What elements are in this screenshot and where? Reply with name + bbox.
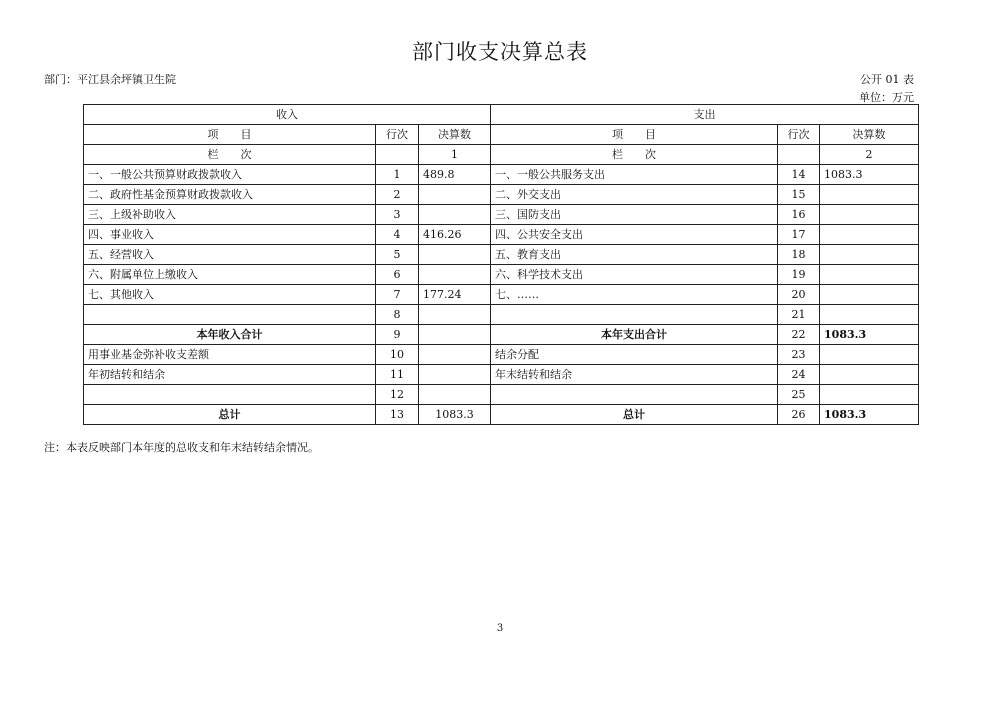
income-amount-cell xyxy=(419,245,491,265)
income-line-cell: 5 xyxy=(376,245,419,265)
income-line-index xyxy=(376,145,419,165)
expense-line-cell: 19 xyxy=(778,265,820,285)
summary-table xyxy=(83,104,919,425)
table-row xyxy=(84,405,919,425)
expense-amount-header: 决算数 xyxy=(820,125,919,145)
income-amount-cell: 1083.3 xyxy=(419,405,491,425)
expense-line-cell: 24 xyxy=(778,365,820,385)
expense-column-label: 栏 次 xyxy=(491,145,778,165)
expense-item-cell: 七、…… xyxy=(491,285,778,305)
income-amount-cell xyxy=(419,265,491,285)
income-line-cell: 11 xyxy=(376,365,419,385)
expense-item-cell: 五、教育支出 xyxy=(491,245,778,265)
table-row xyxy=(84,245,919,265)
income-item-cell: 六、附属单位上缴收入 xyxy=(84,265,376,285)
expense-line-cell: 21 xyxy=(778,305,820,325)
expense-amount-cell: 1083.3 xyxy=(820,165,919,185)
income-amount-cell xyxy=(419,325,491,345)
income-item-cell xyxy=(84,305,376,325)
table-row xyxy=(84,345,919,365)
income-col-number: 1 xyxy=(419,145,491,165)
income-amount-cell xyxy=(419,345,491,365)
income-amount-cell xyxy=(419,385,491,405)
income-item-cell: 三、上级补助收入 xyxy=(84,205,376,225)
expense-line-cell: 15 xyxy=(778,185,820,205)
table-row xyxy=(84,365,919,385)
expense-item-cell: 本年支出合计 xyxy=(491,325,778,345)
table-row xyxy=(84,205,919,225)
expense-line-cell: 23 xyxy=(778,345,820,365)
income-item-cell: 一、一般公共预算财政拨款收入 xyxy=(84,165,376,185)
expense-line-cell: 25 xyxy=(778,385,820,405)
expense-item-cell: 六、科学技术支出 xyxy=(491,265,778,285)
table-row xyxy=(84,265,919,285)
income-column-label: 栏 次 xyxy=(84,145,376,165)
income-amount-cell xyxy=(419,365,491,385)
table-row xyxy=(84,385,919,405)
income-item-cell: 二、政府性基金预算财政拨款收入 xyxy=(84,185,376,205)
income-line-cell: 8 xyxy=(376,305,419,325)
expense-item-cell xyxy=(491,385,778,405)
expense-line-cell: 22 xyxy=(778,325,820,345)
income-amount-cell xyxy=(419,185,491,205)
expense-amount-cell xyxy=(820,225,919,245)
expense-line-cell: 26 xyxy=(778,405,820,425)
income-line-cell: 10 xyxy=(376,345,419,365)
table-row xyxy=(84,285,919,305)
expense-item-cell: 四、公共安全支出 xyxy=(491,225,778,245)
income-item-cell xyxy=(84,385,376,405)
income-header: 收入 xyxy=(84,105,491,125)
income-item-cell: 总计 xyxy=(84,405,376,425)
expense-item-cell: 总计 xyxy=(491,405,778,425)
income-line-cell: 6 xyxy=(376,265,419,285)
table-row xyxy=(84,225,919,245)
expense-amount-cell xyxy=(820,285,919,305)
expense-amount-cell xyxy=(820,345,919,365)
expense-amount-cell: 1083.3 xyxy=(820,325,919,345)
income-item-cell: 年初结转和结余 xyxy=(84,365,376,385)
expense-amount-cell xyxy=(820,305,919,325)
expense-header: 支出 xyxy=(491,105,919,125)
expense-amount-cell xyxy=(820,385,919,405)
expense-item-cell xyxy=(491,305,778,325)
income-line-cell: 2 xyxy=(376,185,419,205)
header-row-sections xyxy=(84,105,919,125)
income-item-cell: 本年收入合计 xyxy=(84,325,376,345)
expense-line-cell: 16 xyxy=(778,205,820,225)
expense-amount-cell xyxy=(820,185,919,205)
table-number: 公开 01 表 xyxy=(860,73,914,86)
expense-line-cell: 14 xyxy=(778,165,820,185)
unit-label: 单位：万元 xyxy=(859,91,914,104)
table-row xyxy=(84,325,919,345)
income-line-cell: 7 xyxy=(376,285,419,305)
table-note: 注：本表反映部门本年度的总收支和年末结转结余情况。 xyxy=(44,441,319,454)
income-line-cell: 9 xyxy=(376,325,419,345)
income-amount-cell: 416.26 xyxy=(419,225,491,245)
expense-line-header: 行次 xyxy=(778,125,820,145)
expense-amount-cell xyxy=(820,265,919,285)
income-line-cell: 13 xyxy=(376,405,419,425)
expense-item-header: 项 目 xyxy=(491,125,778,145)
income-item-cell: 五、经营收入 xyxy=(84,245,376,265)
expense-amount-cell xyxy=(820,205,919,225)
income-line-cell: 1 xyxy=(376,165,419,185)
page-title: 部门收支决算总表 xyxy=(412,40,588,64)
expense-line-cell: 17 xyxy=(778,225,820,245)
income-amount-cell: 177.24 xyxy=(419,285,491,305)
expense-amount-cell: 1083.3 xyxy=(820,405,919,425)
table-row xyxy=(84,185,919,205)
expense-line-cell: 20 xyxy=(778,285,820,305)
header-row-columns xyxy=(84,125,919,145)
income-amount-header: 决算数 xyxy=(419,125,491,145)
expense-amount-cell xyxy=(820,245,919,265)
expense-item-cell: 结余分配 xyxy=(491,345,778,365)
expense-item-cell: 一、一般公共服务支出 xyxy=(491,165,778,185)
expense-line-index xyxy=(778,145,820,165)
income-line-cell: 12 xyxy=(376,385,419,405)
income-amount-cell xyxy=(419,205,491,225)
expense-col-number: 2 xyxy=(820,145,919,165)
expense-item-cell: 三、国防支出 xyxy=(491,205,778,225)
income-line-cell: 4 xyxy=(376,225,419,245)
table-row xyxy=(84,165,919,185)
expense-item-cell: 年末结转和结余 xyxy=(491,365,778,385)
income-amount-cell: 489.8 xyxy=(419,165,491,185)
income-amount-cell xyxy=(419,305,491,325)
income-item-header: 项 目 xyxy=(84,125,376,145)
income-line-cell: 3 xyxy=(376,205,419,225)
income-item-cell: 四、事业收入 xyxy=(84,225,376,245)
expense-amount-cell xyxy=(820,365,919,385)
expense-item-cell: 二、外交支出 xyxy=(491,185,778,205)
table-row xyxy=(84,305,919,325)
income-item-cell: 用事业基金弥补收支差额 xyxy=(84,345,376,365)
page-number: 3 xyxy=(496,623,504,634)
department-label: 部门：平江县余坪镇卫生院 xyxy=(44,73,176,86)
income-line-header: 行次 xyxy=(376,125,419,145)
income-item-cell: 七、其他收入 xyxy=(84,285,376,305)
header-row-index xyxy=(84,145,919,165)
expense-line-cell: 18 xyxy=(778,245,820,265)
